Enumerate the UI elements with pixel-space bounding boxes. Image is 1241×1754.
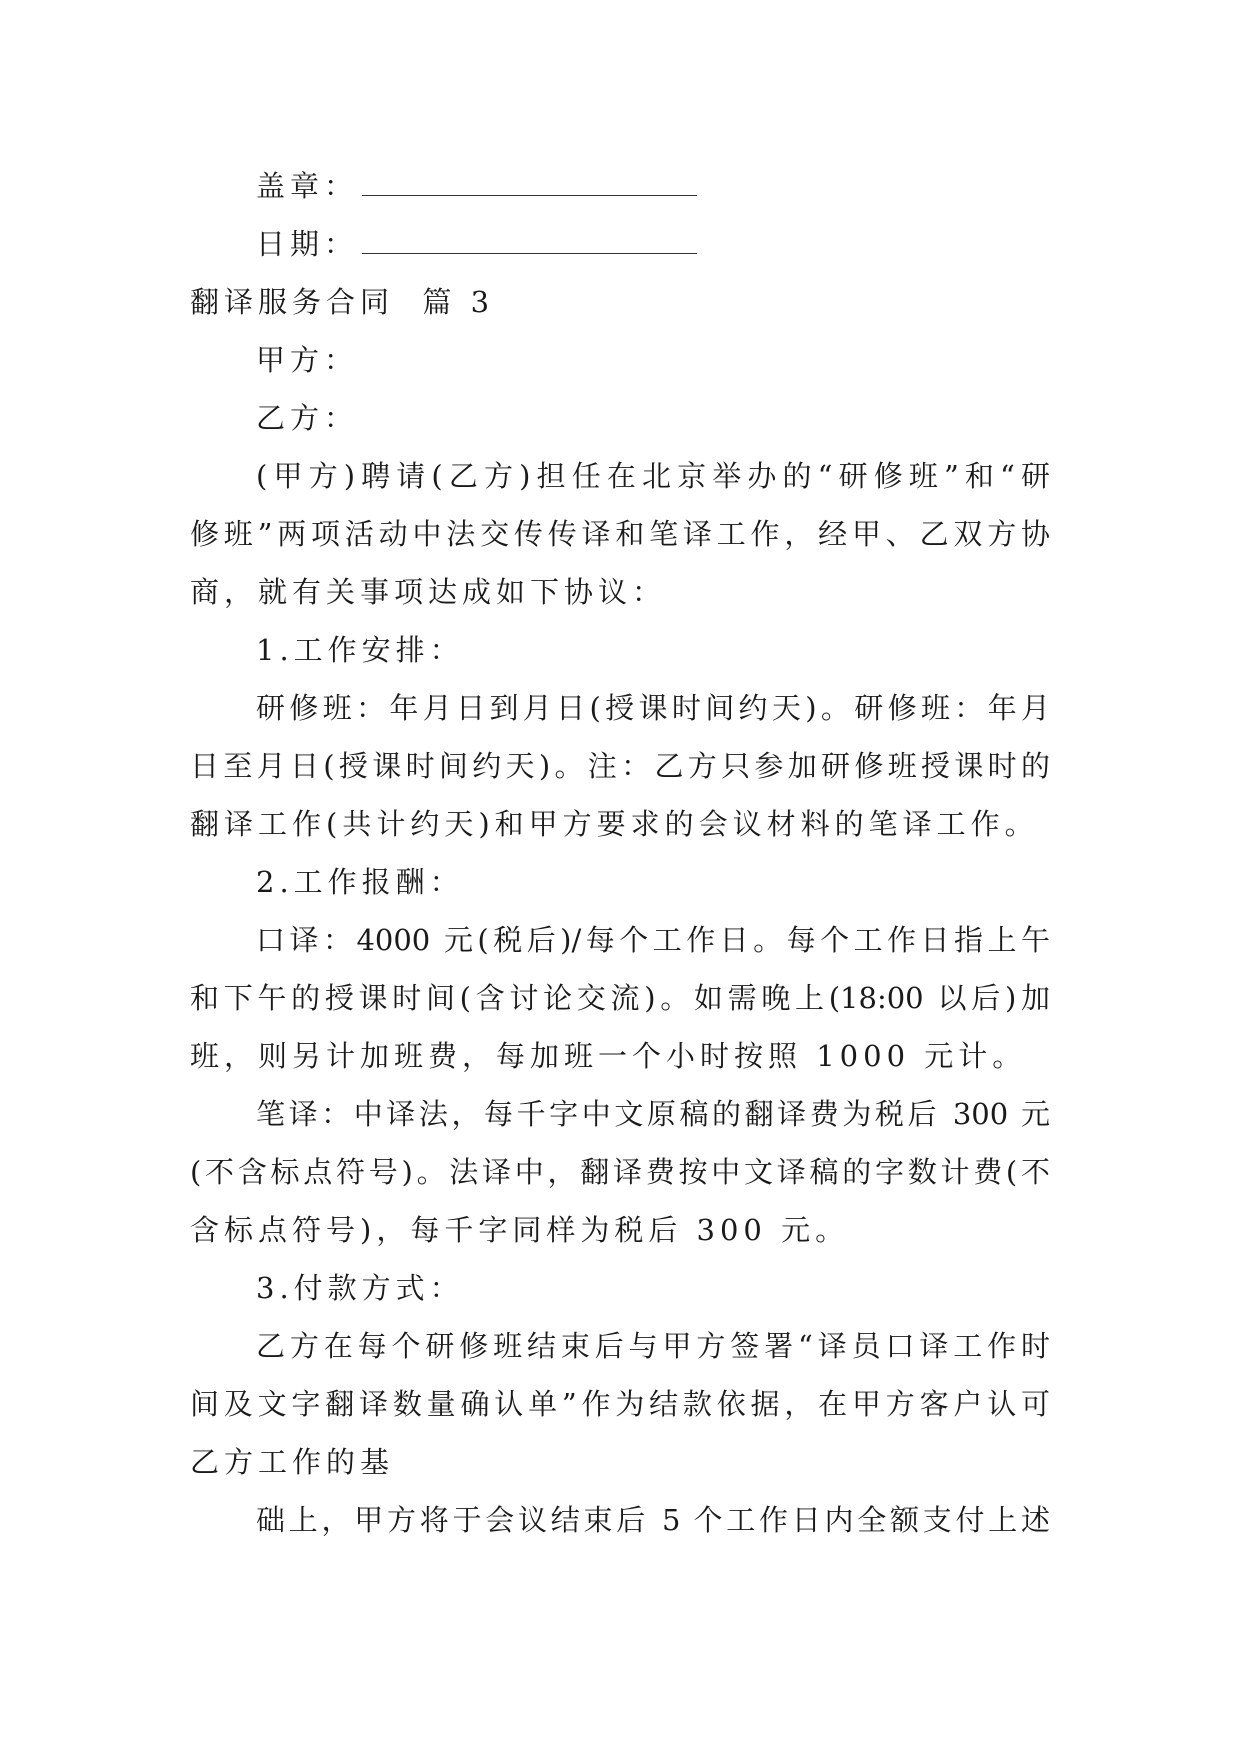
item1-line-1: 研修班：年月日到月日(授课时间约天)。研修班：年月 [256,691,1050,725]
item3b-line-1: 础上，甲方将于会议结束后 5 个工作日内全额支付上述 [256,1503,1050,1537]
date-label: 日期： [256,227,359,261]
item1-heading: 1.工作安排： [256,633,464,667]
party-a-label: 甲方： [256,343,359,377]
intro-line-1: (甲方)聘请(乙方)担任在北京举办的“研修班”和“研 [256,459,1050,493]
item2b-line-2: (不含标点符号)。法译中，翻译费按中文译稿的字数计费(不 [190,1155,1050,1189]
date-blank-line [362,227,697,254]
item2-line-1: 口译：4000 元(税后)/每个工作日。每个工作日指上午 [256,923,1050,957]
item2b-line-1: 笔译：中译法，每千字中文原稿的翻译费为税后 300 元 [256,1097,1050,1131]
section-title: 翻译服务合同 篇 3 [190,285,495,319]
intro-line-2: 修班”两项活动中法交传传译和笔译工作，经甲、乙双方协 [190,517,1050,551]
seal-label: 盖章： [256,169,359,203]
item2-line-2: 和下午的授课时间(含讨论交流)。如需晚上(18:00 以后)加 [190,981,1050,1015]
item3-line-3: 乙方工作的基 [190,1445,395,1479]
item2b-line-3: 含标点符号)，每千字同样为税后 300 元。 [190,1213,850,1247]
party-b-label: 乙方： [256,401,359,435]
item1-line-3: 翻译工作(共计约天)和甲方要求的会议材料的笔译工作。 [190,807,1039,841]
item2-heading: 2.工作报酬： [256,865,464,899]
seal-field [256,166,1116,206]
intro-line-3: 商，就有关事项达成如下协议： [190,575,667,609]
seal-blank-line [362,169,697,196]
item3-heading: 3.付款方式： [256,1271,464,1305]
date-field [256,224,1116,264]
item3-line-1: 乙方在每个研修班结束后与甲方签署“译员口译工作时 [256,1329,1050,1363]
item3-line-2: 间及文字翻译数量确认单”作为结款依据，在甲方客户认可 [190,1387,1050,1421]
item1-line-2: 日至月日(授课时间约天)。注：乙方只参加研修班授课时的 [190,749,1050,783]
item2-line-3: 班，则另计加班费，每加班一个小时按照 1000 元计。 [190,1039,1027,1073]
